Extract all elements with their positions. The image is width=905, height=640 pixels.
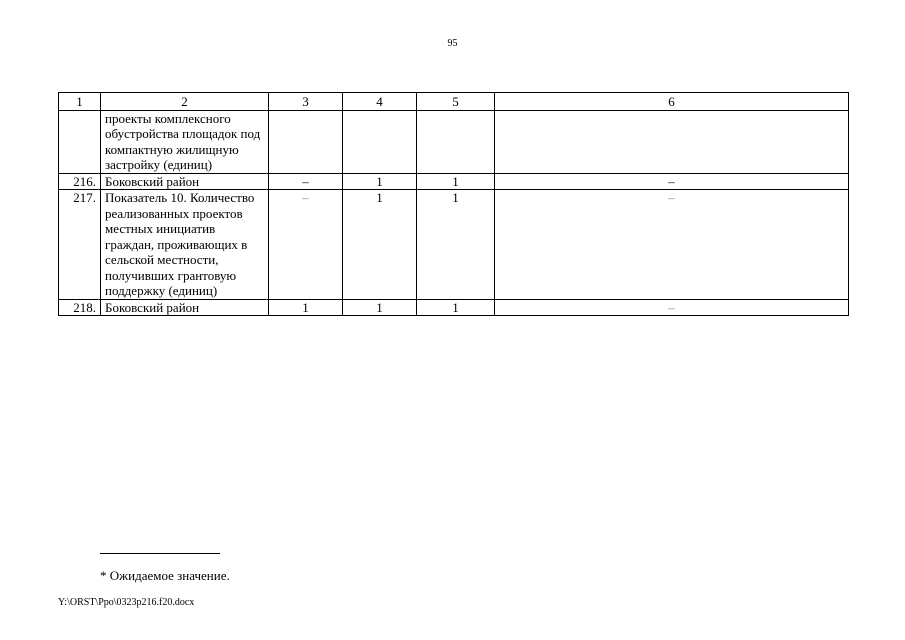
row-value-5: 1 [417, 299, 495, 316]
table-row [59, 173, 849, 190]
row-value-6: – [495, 190, 849, 300]
table-row [59, 190, 849, 300]
header-cell-2: 2 [101, 93, 269, 111]
footnote-divider [100, 553, 220, 554]
header-cell-4: 4 [343, 93, 417, 111]
table-row [59, 110, 849, 173]
row-value-3 [269, 110, 343, 173]
data-table [58, 92, 849, 316]
header-cell-1: 1 [59, 93, 101, 111]
row-value-5 [417, 110, 495, 173]
row-number: 217. [59, 190, 101, 300]
row-value-3: – [269, 190, 343, 300]
footnote: * Ожидаемое значение. [100, 568, 230, 583]
row-number: 218. [59, 299, 101, 316]
row-value-4: 1 [343, 173, 417, 190]
row-value-5: 1 [417, 173, 495, 190]
row-value-4: 1 [343, 299, 417, 316]
row-value-6: – [495, 173, 849, 190]
row-number [59, 110, 101, 173]
table-header-row [59, 93, 849, 111]
header-cell-3: 3 [269, 93, 343, 111]
page-number: 95 [447, 38, 458, 49]
row-value-6 [495, 110, 849, 173]
row-number: 216. [59, 173, 101, 190]
row-value-6: – [495, 299, 849, 316]
row-value-3: – [269, 173, 343, 190]
row-value-4: 1 [343, 190, 417, 300]
row-value-3: 1 [269, 299, 343, 316]
row-name: проекты комплексного обустройства площадок под компактную жилищную застройку (единиц) [101, 110, 269, 173]
header-cell-6: 6 [495, 93, 849, 111]
row-name: Боковский район [101, 173, 269, 190]
row-name: Показатель 10. Количество реализованных проектов местных инициатив граждан, проживающих в сельской местности, получивших грантовую поддержку (единиц) [101, 190, 269, 300]
row-name: Боковский район [101, 299, 269, 316]
header-cell-5: 5 [417, 93, 495, 111]
row-value-5: 1 [417, 190, 495, 300]
table-row [59, 299, 849, 316]
file-path: Y:\ORST\Ppo\0323p216.f20.docx [58, 597, 195, 608]
row-value-4 [343, 110, 417, 173]
